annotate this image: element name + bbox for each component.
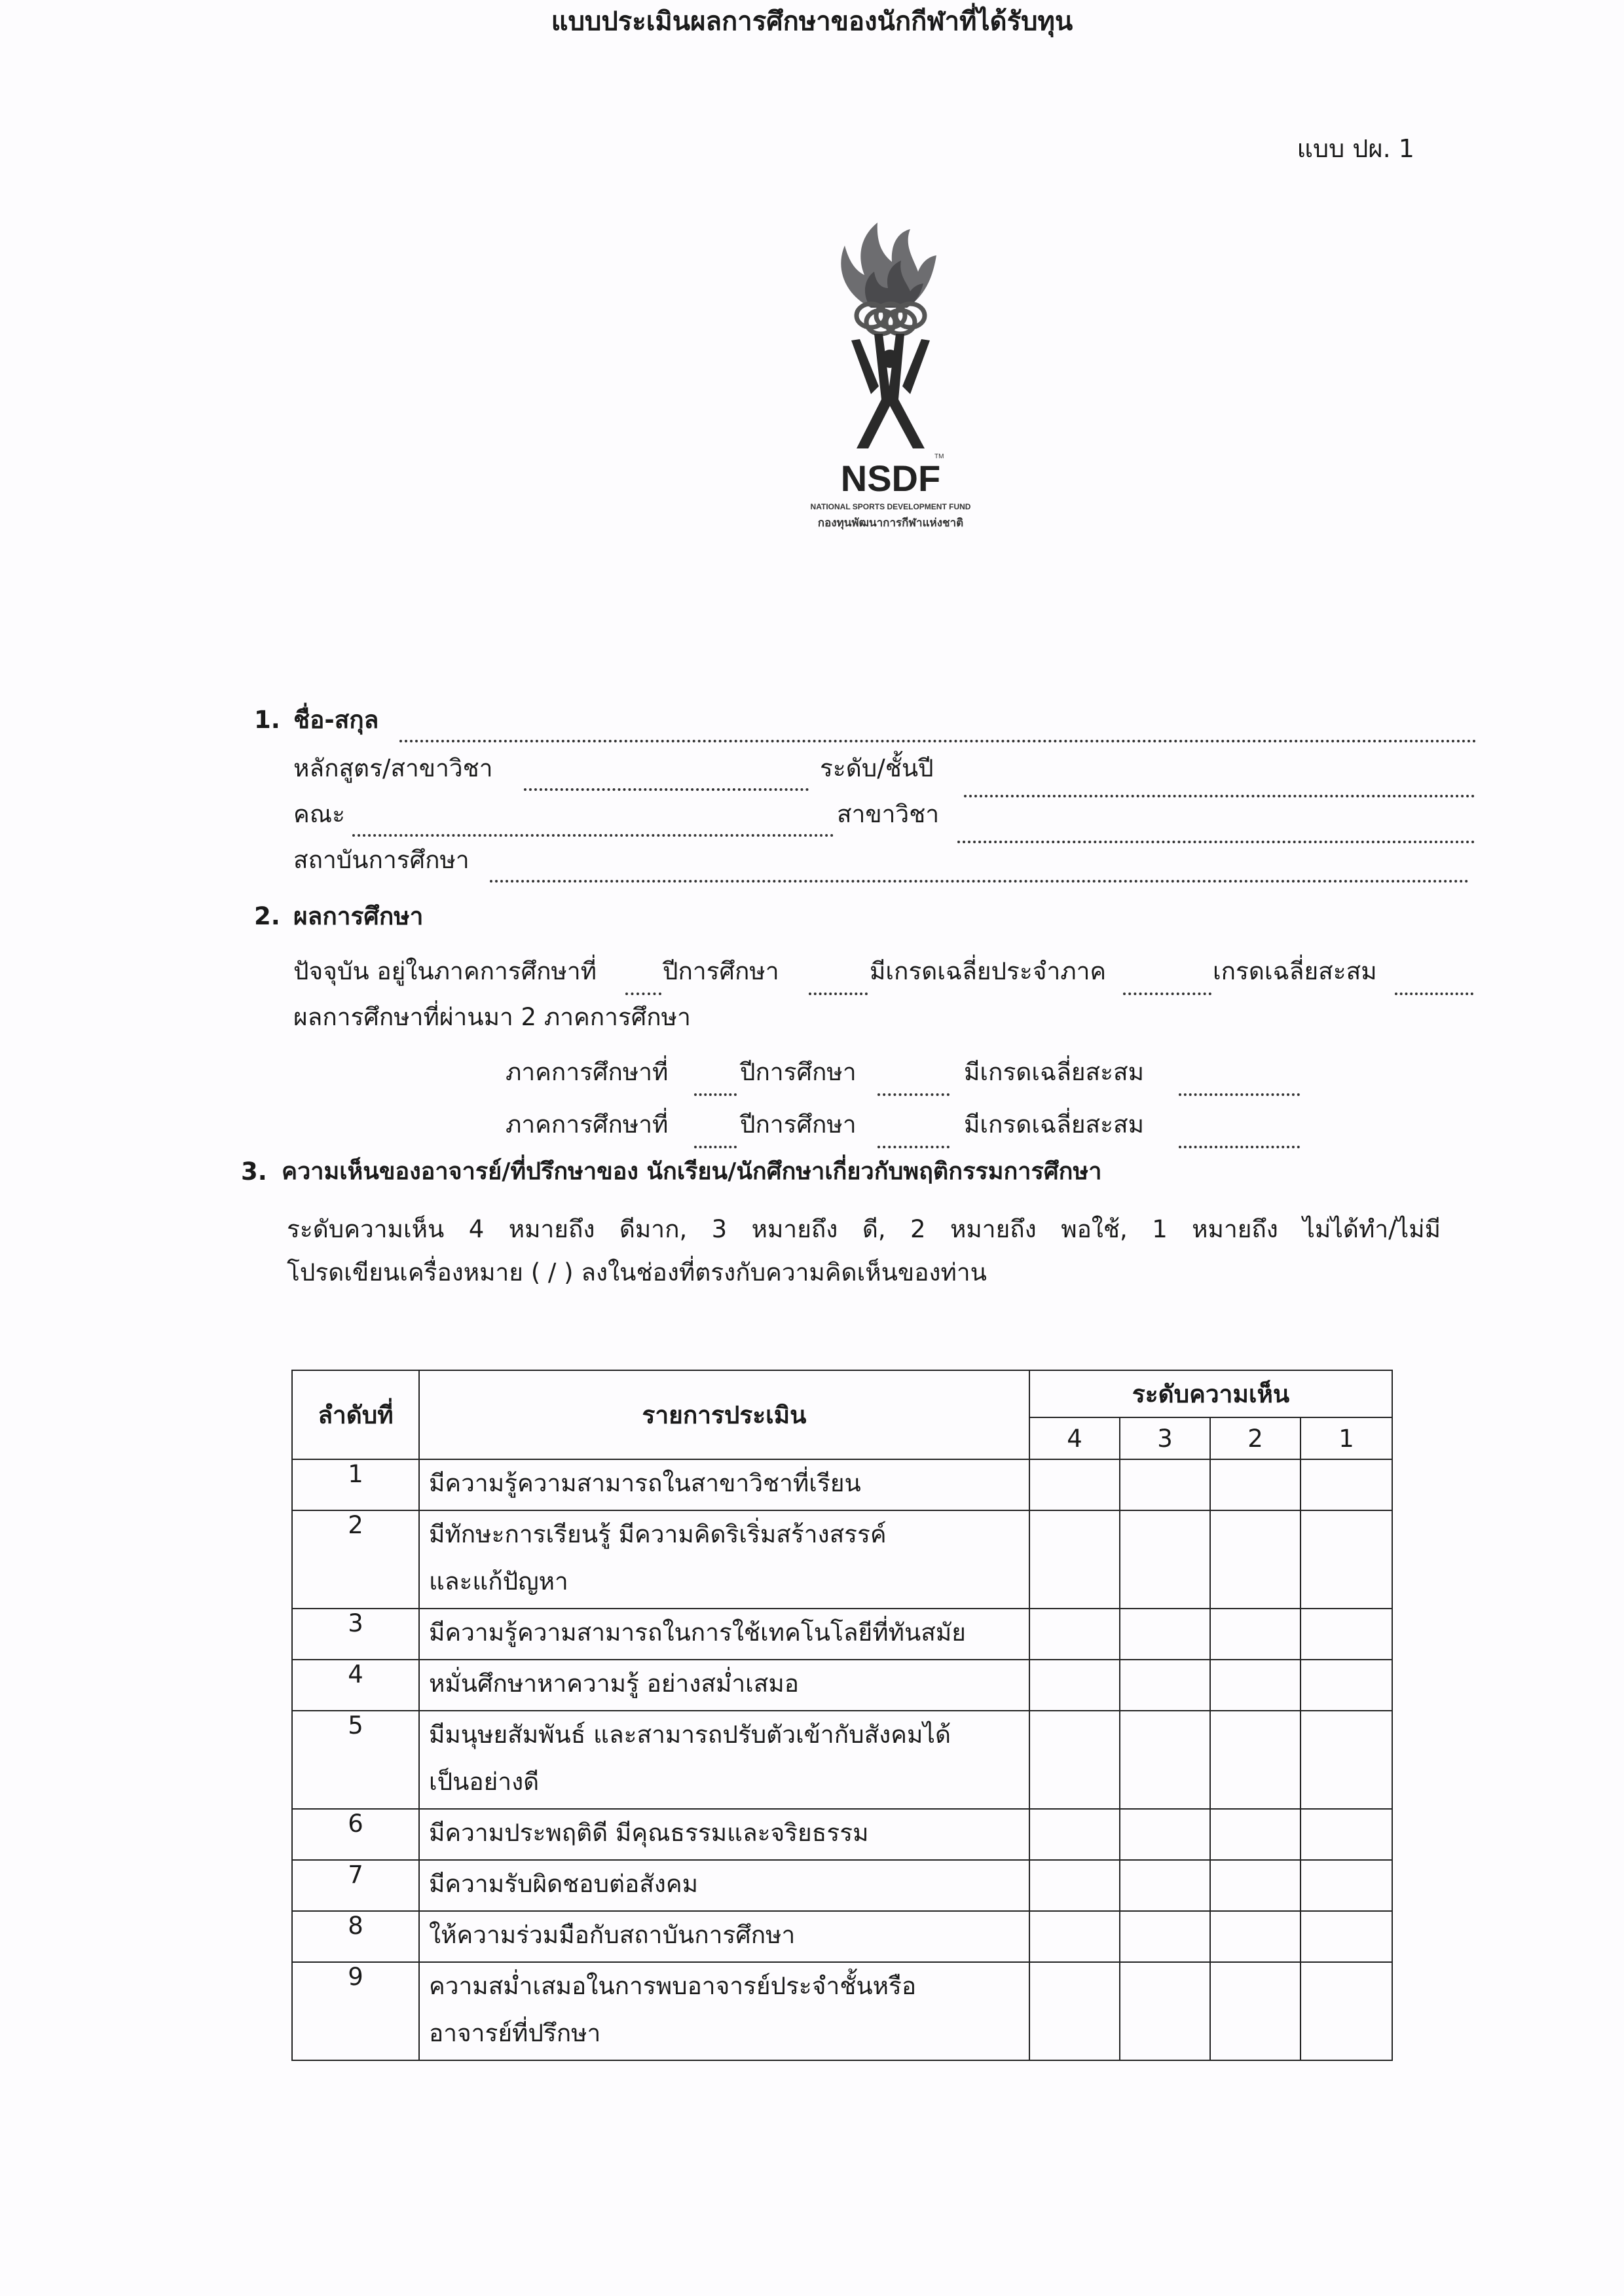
rating-box-level-3[interactable] — [1120, 1711, 1210, 1809]
rating-scale-description — [287, 1215, 1441, 1244]
rating-box-level-4[interactable] — [1029, 1962, 1120, 2060]
past2-gpa-field[interactable] — [1179, 1146, 1300, 1148]
logo-thai-name: กองทุนพัฒนาการกีฬาแห่งชาติ — [817, 517, 964, 530]
current-semester-field[interactable] — [625, 993, 661, 995]
past1-semester-field[interactable] — [694, 1093, 737, 1096]
rating-box-level-1[interactable] — [1301, 1809, 1392, 1860]
row-item-line: อาจารย์ที่ปรึกษา — [429, 2019, 601, 2047]
row-number: 4 — [292, 1660, 419, 1711]
past1-gpa-field[interactable] — [1179, 1093, 1300, 1096]
rating-box-level-3[interactable] — [1120, 1962, 1210, 2060]
row-item — [419, 1660, 1029, 1711]
rating-box-level-3[interactable] — [1120, 1660, 1210, 1711]
section3-heading: ความเห็นของอาจารย์/ที่ปรึกษาของ นักเรียน/นักศึกษาเกี่ยวกับพฤติกรรมการศึกษา — [282, 1158, 1102, 1185]
logo-acronym: NSDF — [840, 458, 941, 499]
scale-word: ดีมาก, — [619, 1215, 688, 1243]
rating-box-level-3[interactable] — [1120, 1510, 1210, 1609]
row-item-line: มีความรู้ความสามารถในสาขาวิชาที่เรียน — [429, 1469, 861, 1497]
rating-box-level-4[interactable] — [1029, 1609, 1120, 1660]
rating-box-level-1[interactable] — [1301, 1609, 1392, 1660]
row-number: 5 — [292, 1711, 419, 1809]
past2-gpa-label: มีเกรดเฉลี่ยสะสม — [964, 1110, 1144, 1139]
row-item-line: มีความรับผิดชอบต่อสังคม — [429, 1870, 699, 1898]
cumulative-gpa-label: เกรดเฉลี่ยสะสม — [1213, 957, 1377, 985]
row-item-line: เป็นอย่างดี — [429, 1768, 540, 1796]
table-row — [292, 1711, 1392, 1809]
table-row — [292, 1609, 1392, 1660]
table-row — [292, 1459, 1392, 1510]
cumulative-gpa-field[interactable] — [1395, 993, 1473, 995]
column-header-no: ลำดับที่ — [292, 1370, 419, 1459]
scale-word: ดี, — [862, 1215, 886, 1243]
rating-box-level-4[interactable] — [1029, 1711, 1120, 1809]
rating-box-level-2[interactable] — [1210, 1459, 1301, 1510]
past-results-heading: ผลการศึกษาที่ผ่านมา 2 ภาคการศึกษา — [293, 1003, 691, 1031]
row-number: 9 — [292, 1962, 419, 2060]
rating-box-level-2[interactable] — [1210, 1510, 1301, 1609]
institution-label: สถาบันการศึกษา — [293, 846, 470, 874]
row-number: 1 — [292, 1459, 419, 1510]
table-row — [292, 1510, 1392, 1609]
level-3-header: 3 — [1120, 1417, 1210, 1459]
table-row — [292, 1660, 1392, 1711]
rating-box-level-3[interactable] — [1120, 1609, 1210, 1660]
row-item — [419, 1510, 1029, 1609]
rating-box-level-2[interactable] — [1210, 1711, 1301, 1809]
form-code: แบบ ปผ. 1 — [1297, 134, 1414, 163]
faculty-field[interactable] — [352, 834, 834, 837]
scale-word: 1 — [1152, 1215, 1168, 1243]
current-semester-label: ปัจจุบัน อยู่ในภาคการศึกษาที่ — [293, 957, 597, 985]
column-header-level: ระดับความเห็น — [1029, 1370, 1392, 1417]
table-row — [292, 1809, 1392, 1860]
rating-box-level-1[interactable] — [1301, 1459, 1392, 1510]
past1-year-field[interactable] — [877, 1093, 950, 1096]
past2-year-label: ปีการศึกษา — [740, 1110, 857, 1139]
scale-word: หมายถึง — [751, 1215, 838, 1243]
rating-box-level-3[interactable] — [1120, 1860, 1210, 1911]
name-field[interactable] — [399, 740, 1477, 742]
row-number: 7 — [292, 1860, 419, 1911]
row-item-line: มีความประพฤติดี มีคุณธรรมและจริยธรรม — [429, 1819, 869, 1847]
major-label: สาขาวิชา — [837, 800, 940, 828]
rating-box-level-1[interactable] — [1301, 1660, 1392, 1711]
level-4-header: 4 — [1029, 1417, 1120, 1459]
row-item — [419, 1459, 1029, 1510]
rating-box-level-2[interactable] — [1210, 1660, 1301, 1711]
row-item — [419, 1609, 1029, 1660]
table-row — [292, 1911, 1392, 1962]
term-gpa-label: มีเกรดเฉลี่ยประจำภาค — [870, 957, 1107, 985]
past1-gpa-label: มีเกรดเฉลี่ยสะสม — [964, 1058, 1144, 1086]
course-field[interactable] — [524, 788, 809, 791]
row-number: 6 — [292, 1809, 419, 1860]
scale-word: พอใช้, — [1061, 1215, 1128, 1243]
current-year-field[interactable] — [809, 993, 868, 995]
level-2-header: 2 — [1210, 1417, 1301, 1459]
row-number: 3 — [292, 1609, 419, 1660]
logo-tm: TM — [934, 453, 944, 460]
logo-english-name: NATIONAL SPORTS DEVELOPMENT FUND — [810, 502, 971, 511]
rating-box-level-4[interactable] — [1029, 1860, 1120, 1911]
rating-box-level-4[interactable] — [1029, 1911, 1120, 1962]
section2-heading: ผลการศึกษา — [293, 902, 424, 930]
scale-word: ไม่ได้ทำ/ไม่มี — [1302, 1215, 1441, 1243]
row-number: 8 — [292, 1911, 419, 1962]
table-row — [292, 1962, 1392, 2060]
row-item-line: ให้ความร่วมมือกับสถาบันการศึกษา — [429, 1921, 796, 1949]
row-item — [419, 1711, 1029, 1809]
rating-box-level-1[interactable] — [1301, 1911, 1392, 1962]
row-item — [419, 1809, 1029, 1860]
rating-box-level-2[interactable] — [1210, 1962, 1301, 2060]
rating-box-level-1[interactable] — [1301, 1711, 1392, 1809]
rating-box-level-4[interactable] — [1029, 1459, 1120, 1510]
rating-box-level-1[interactable] — [1301, 1510, 1392, 1609]
rating-box-level-1[interactable] — [1301, 1860, 1392, 1911]
rating-box-level-2[interactable] — [1210, 1809, 1301, 1860]
row-number: 2 — [292, 1510, 419, 1609]
section1-number: 1. — [254, 706, 280, 734]
section2-number: 2. — [254, 902, 280, 930]
row-item — [419, 1911, 1029, 1962]
past2-semester-field[interactable] — [694, 1146, 737, 1148]
rating-box-level-4[interactable] — [1029, 1660, 1120, 1711]
past2-semester-label: ภาคการศึกษาที่ — [506, 1110, 669, 1139]
evaluation-table — [291, 1370, 1393, 2061]
scale-word: หมายถึง — [1192, 1215, 1278, 1243]
nsdf-logo — [773, 210, 1008, 537]
row-item-line: มีทักษะการเรียนรู้ มีความคิดริเริ่มสร้างสรรค์ — [429, 1520, 887, 1548]
scale-word: หมายถึง — [950, 1215, 1037, 1243]
row-item-line: มีความรู้ความสามารถในการใช้เทคโนโลยีที่ทันสมัย — [429, 1618, 966, 1647]
past1-semester-label: ภาคการศึกษาที่ — [506, 1058, 669, 1086]
row-item-line: และแก้ปัญหา — [429, 1567, 568, 1595]
scale-word: ระดับความเห็น — [287, 1215, 445, 1243]
row-item — [419, 1860, 1029, 1911]
past2-year-field[interactable] — [877, 1146, 950, 1148]
term-gpa-field[interactable] — [1123, 993, 1211, 995]
level-field[interactable] — [964, 795, 1475, 797]
level-1-header: 1 — [1301, 1417, 1392, 1459]
major-field[interactable] — [957, 841, 1475, 843]
scale-word: 3 — [711, 1215, 728, 1243]
institution-field[interactable] — [490, 880, 1469, 883]
name-label: ชื่อ-สกุล — [293, 706, 379, 734]
document-title: แบบประเมินผลการศึกษาของนักกีฬาที่ได้รับทุน — [551, 7, 1073, 37]
row-item-line: ความสม่ำเสมอในการพบอาจารย์ประจำชั้นหรือ — [429, 1972, 917, 2000]
rings-icon — [857, 304, 925, 334]
rating-box-level-2[interactable] — [1210, 1911, 1301, 1962]
past1-year-label: ปีการศึกษา — [740, 1058, 857, 1086]
rating-box-level-3[interactable] — [1120, 1809, 1210, 1860]
scale-word: 2 — [910, 1215, 926, 1243]
row-item-line: มีมนุษยสัมพันธ์ และสามารถปรับตัวเข้ากับสังคมได้ — [429, 1721, 951, 1749]
rating-box-level-2[interactable] — [1210, 1860, 1301, 1911]
rating-box-level-3[interactable] — [1120, 1459, 1210, 1510]
row-item-line: หมั่นศึกษาหาความรู้ อย่างสม่ำเสมอ — [429, 1669, 799, 1698]
rating-box-level-3[interactable] — [1120, 1911, 1210, 1962]
athlete-figure-icon — [851, 334, 930, 448]
torch-flame-icon — [841, 223, 936, 308]
scale-word: หมายถึง — [508, 1215, 595, 1243]
scale-word: 4 — [468, 1215, 485, 1243]
level-label: ระดับ/ชั้นปี — [820, 754, 934, 782]
section3-number: 3. — [241, 1157, 267, 1186]
instruction-text: โปรดเขียนเครื่องหมาย ( / ) ลงในช่องที่ตรงกับความคิดเห็นของท่าน — [287, 1258, 987, 1286]
rating-box-level-2[interactable] — [1210, 1609, 1301, 1660]
course-label: หลักสูตร/สาขาวิชา — [293, 754, 493, 782]
row-item — [419, 1962, 1029, 2060]
column-header-item: รายการประเมิน — [419, 1370, 1029, 1459]
table-row — [292, 1860, 1392, 1911]
faculty-label: คณะ — [293, 800, 345, 828]
rating-box-level-4[interactable] — [1029, 1809, 1120, 1860]
rating-box-level-1[interactable] — [1301, 1962, 1392, 2060]
current-year-label: ปีการศึกษา — [663, 957, 779, 985]
rating-box-level-4[interactable] — [1029, 1510, 1120, 1609]
